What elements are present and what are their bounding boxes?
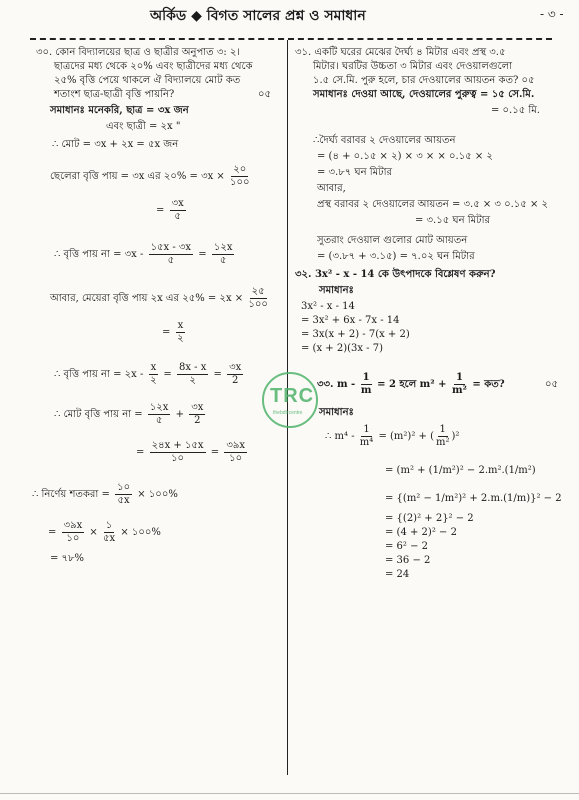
denominator: m² [451, 385, 467, 396]
q31-line-4: সমাধানঃ দেওয়া আছে, দেওয়ালের পুরুত্ব = ১৫ সে.মি. [313, 89, 535, 100]
percent-multiplier: × ১০০% [137, 489, 178, 500]
fraction [115, 482, 132, 507]
girls-scholarship [50, 286, 270, 311]
equals-sign: = [163, 369, 172, 380]
fraction [436, 424, 450, 449]
total-students: ∴ মোট = ৩x + ২x = ৫x জন [52, 139, 179, 150]
q30-line-2: ছাত্রদের মধ্য থেকে ২০% এবং ছাত্রীদের মধ্য থেকে [54, 61, 253, 72]
fraction [248, 286, 268, 311]
total-no-scholarship [54, 402, 207, 427]
boys-scholarship-result [156, 198, 188, 223]
percent-multiplier: × ১০০% [120, 527, 161, 538]
q32-step-3: = 3x(x + 2) - 7(x + 2) [301, 329, 410, 340]
denominator: m [360, 385, 372, 396]
denominator: ১০ [229, 453, 243, 464]
numerator: ৩x [229, 362, 242, 373]
q33-step-1 [325, 424, 459, 449]
numerator: ১ [105, 520, 113, 531]
equals-sign: = [210, 447, 220, 458]
q33-text-3: = কত? [472, 379, 505, 390]
numerator: 1 [455, 372, 463, 383]
numerator: x [150, 362, 157, 373]
denominator: ২ [150, 375, 157, 386]
q31-line-10: প্রস্থ বরাবর ২ দেওয়ালের আয়তন = ৩.৫ × ৩ ০.১৫ × ২ [317, 199, 549, 210]
q31-line-9: আবার, [317, 183, 346, 194]
q33-marks: ০৫ [545, 379, 558, 390]
fraction [62, 520, 85, 545]
equals-sign: = [48, 527, 57, 538]
logo-subtext: thebdtrcentre [273, 410, 303, 416]
header-title: অর্কিড ◆ বিগত সালের প্রশ্ন ও সমাধান [150, 8, 366, 24]
equals-sign: = [136, 447, 145, 458]
girls-scholarship-text: আবার, মেয়েরা বৃত্তি পায় ২x এর ২৫% = ২x × [50, 293, 244, 304]
boys-scholarship-text: ছেলেরা বৃত্তি পায় = ৩x এর ২০% = ৩x × [50, 171, 225, 182]
girls-scholarship-result [162, 320, 187, 345]
fraction [150, 440, 206, 465]
q32-step-4: = (x + 2)(3x - 7) [301, 343, 384, 354]
fraction [230, 164, 250, 189]
fraction [452, 372, 467, 397]
denominator: ৫ [219, 255, 227, 266]
denominator: ২ [189, 375, 196, 386]
numerator: ২০ [233, 164, 247, 175]
fraction [224, 440, 247, 465]
numerator: ১৫x - ৩x [150, 242, 192, 253]
q31-line-8: = ৩.৮৭ ঘন মিটার [317, 167, 392, 178]
boys-scholarship [50, 164, 251, 189]
fraction [149, 362, 159, 387]
q33-step-6: = 6² − 2 [385, 541, 429, 552]
plus-sign: + [175, 409, 185, 420]
numerator: ২৫ [251, 286, 265, 297]
denominator: ১০ [66, 533, 80, 544]
bottom-edge [0, 793, 579, 794]
page-number: - ৩ - [540, 7, 564, 21]
girls-count: এবং ছাত্রী = ২x " [106, 121, 181, 132]
denominator: ৫ [155, 415, 163, 426]
q31-line-7: = (৪ + ০.১৫ × ২) × ৩ × × ০.১৫ × ২ [317, 151, 493, 162]
fraction [212, 242, 235, 267]
fraction [360, 424, 374, 449]
numerator: ১০ [117, 482, 131, 493]
q32-solution-label: সমাধানঃ [319, 285, 354, 296]
fraction [361, 372, 372, 397]
numerator: ৩৯x [63, 520, 83, 531]
q33-text-2: = 2 হলে m² + [377, 379, 447, 390]
numerator: x [177, 320, 184, 331]
denominator: 2 [232, 375, 239, 386]
q33-step-2: = (m² + (1/m²)² − 2.m².(1/m²) [385, 465, 536, 476]
fraction [177, 362, 208, 387]
denominator: ৫x [117, 495, 130, 506]
q33-question [317, 372, 505, 397]
percentage-calc [48, 520, 161, 545]
fraction [176, 320, 186, 345]
denominator: ৫x [102, 533, 116, 544]
q31-line-3: ১.৫ সে.মি. পুরু হলে, চার দেওয়ালের আয়তন কত? ০৫ [313, 75, 535, 86]
logo-text: TRC [270, 385, 315, 407]
fraction [148, 402, 171, 427]
denominator: m² [435, 437, 450, 448]
equals-sign: = [213, 369, 222, 380]
times-sign: × [89, 527, 98, 538]
q31-line-6: ∴দৈর্ঘ্য বরাবর ২ দেওয়ালের আয়তন [313, 135, 456, 146]
fraction [103, 520, 115, 545]
q33-step-5: = (4 + 2)² − 2 [385, 527, 457, 538]
required-percentage [32, 482, 178, 507]
numerator: ৩x [191, 402, 204, 413]
numerator: 8x - x [178, 362, 207, 373]
q32-step-1: 3x² - x - 14 [301, 301, 355, 312]
denominator: 2 [194, 415, 201, 426]
numerator: ১২x [149, 402, 169, 413]
q33-step-1-end: )² [451, 431, 460, 442]
denominator: ৫ [167, 255, 175, 266]
q33-step-4: = {(2)² + 2}² − 2 [385, 513, 474, 524]
page-header [0, 2, 579, 26]
header-divider [30, 38, 552, 40]
q33-step-1-text: ∴ m⁴ - [325, 431, 355, 442]
denominator: ৫ [174, 211, 181, 222]
total-no-scholarship-text: ∴ মোট বৃত্তি পায় না = [54, 409, 143, 420]
q33-step-1-mid: = (m²)² + ( [378, 431, 434, 442]
fraction [189, 402, 205, 427]
q31-line-5: = ০.১৫ মি. [491, 105, 540, 116]
equals-sign: = [198, 249, 207, 260]
trc-logo [262, 372, 318, 428]
required-percentage-text: ∴ নির্ণেয় শতকরা = [32, 489, 110, 500]
q31-line-2: মিটার। ঘরটির উচ্চতা ৩ মিটার এবং দেওয়ালগুলো [313, 61, 513, 72]
q31-line-11: = ৩.১৫ ঘন মিটার [415, 215, 490, 226]
q30-line-1: ৩০. কোন বিদ্যালয়ের ছাত্র ও ছাত্রীর অনুপাত ৩: ২। [36, 47, 240, 58]
q30-line-4: শতাংশ ছাত্র-ছাত্রী বৃত্তি পায়নি? [54, 89, 175, 100]
numerator: 1 [362, 372, 370, 383]
girls-no-scholarship [54, 362, 245, 387]
girls-no-scholarship-text: ∴ বৃত্তি পায় না = ২x - [54, 369, 144, 380]
q31-line-1: ৩১. একটি ঘরের মেঝের দৈর্ঘ্য ৪ মিটার এবং প্রস্থ ৩.৫ [295, 47, 506, 58]
denominator: ১০ [171, 453, 185, 464]
fraction [149, 242, 194, 267]
denominator: m⁴ [359, 437, 374, 448]
final-answer: = ৭৮% [50, 553, 85, 564]
q30-solution-label: সমাধানঃ মনেকরি, ছাত্র = ৩x জন [50, 105, 189, 116]
denominator: ১০০ [248, 299, 268, 310]
denominator: ২ [177, 333, 184, 344]
q33-step-7: = 36 − 2 [385, 555, 431, 566]
numerator: 1 [363, 424, 370, 435]
fraction [170, 198, 186, 223]
equals-sign: = [156, 205, 165, 216]
numerator: ৩x [171, 198, 184, 209]
denominator: ১০০ [229, 177, 250, 188]
boys-no-scholarship [54, 242, 236, 267]
q30-marks: ০৫ [258, 89, 271, 100]
q33-step-3: = {(m² − 1/m²)² + 2.m.(1/m)}² − 2 [385, 493, 562, 504]
equals-sign: = [162, 327, 171, 338]
fraction [227, 362, 243, 387]
q30-line-3: ২৫% বৃত্তি পেয়ে থাকলে ঐ বিদ্যালয়ে মোট কত [54, 75, 241, 86]
q31-line-12: সুতরাং দেওয়াল গুলোর মোট আয়তন [317, 235, 468, 246]
boys-no-scholarship-text: ∴ বৃত্তি পায় না = ৩x - [54, 249, 144, 260]
numerator: ৩৯x [226, 440, 245, 451]
numerator: 1 [439, 424, 446, 435]
numerator: ১২x [213, 242, 233, 253]
q33-solution-label: সমাধানঃ [319, 407, 354, 418]
numerator: ২৪x + ১৫x [151, 440, 204, 451]
q32-step-2: = 3x² + 6x - 7x - 14 [301, 315, 400, 326]
q33-step-8: = 24 [385, 569, 410, 580]
total-no-scholarship-result [136, 440, 249, 465]
q33-text-1: ৩৩. m - [317, 379, 356, 390]
q32-question: ৩২. 3x² - x - 14 কে উৎপাদকে বিশ্লেষণ করুন? [295, 269, 496, 280]
q31-line-13: = (৩.৮৭ + ৩.১৫) = ৭.০২ ঘন মিটার [317, 251, 475, 262]
